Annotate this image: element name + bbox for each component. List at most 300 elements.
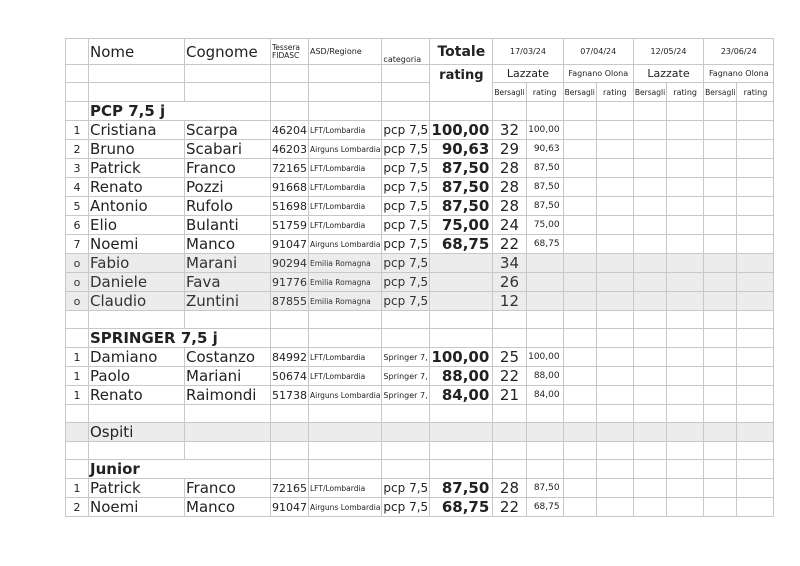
section-title: SPRINGER 7,5 j: [89, 329, 271, 348]
empty-cell: [633, 423, 666, 442]
table-row: [66, 254, 774, 273]
col-header-bersagli: Bersagli: [563, 83, 596, 102]
empty-cell: [667, 386, 704, 405]
empty-cell: [704, 498, 737, 517]
tessera-cell: 51759: [271, 216, 309, 235]
empty-cell: [563, 140, 596, 159]
spacer-row: [66, 405, 774, 423]
empty-cell: [185, 65, 271, 83]
empty-cell: [66, 311, 89, 329]
empty-cell: [526, 460, 563, 479]
categoria-cell: pcp 7,5: [382, 197, 430, 216]
empty-cell: [737, 178, 774, 197]
empty-cell: [563, 216, 596, 235]
empty-cell: [633, 311, 666, 329]
empty-cell: [563, 405, 596, 423]
empty-cell: [563, 423, 596, 442]
empty-cell: [596, 311, 633, 329]
empty-cell: [596, 405, 633, 423]
rating-cell: 68,75: [526, 498, 563, 517]
empty-cell: [382, 329, 430, 348]
cognome-cell: Fava: [185, 273, 271, 292]
tessera-cell: 46204: [271, 121, 309, 140]
empty-cell: [633, 329, 666, 348]
empty-cell: [737, 498, 774, 517]
rating-cell: 87,50: [526, 197, 563, 216]
nome-cell: Cristiana: [89, 121, 185, 140]
categoria-cell: pcp 7,5: [382, 140, 430, 159]
empty-cell: [633, 178, 666, 197]
section-title: Junior: [89, 460, 271, 479]
empty-cell: [382, 65, 430, 83]
empty-cell: [667, 235, 704, 254]
cognome-cell: Pozzi: [185, 178, 271, 197]
empty-cell: [704, 178, 737, 197]
empty-cell: [737, 405, 774, 423]
tessera-cell: 50674: [271, 367, 309, 386]
empty-cell: [704, 273, 737, 292]
corner-cell: [66, 39, 89, 65]
empty-cell: [704, 254, 737, 273]
nome-cell: Claudio: [89, 292, 185, 311]
table-row: [66, 197, 774, 216]
empty-cell: [382, 423, 430, 442]
table-row: [66, 273, 774, 292]
nome-cell: Renato: [89, 178, 185, 197]
rating-cell: 68,75: [526, 235, 563, 254]
empty-cell: [309, 65, 382, 83]
empty-cell: [667, 367, 704, 386]
nome-cell: Renato: [89, 386, 185, 405]
empty-cell: [271, 329, 309, 348]
empty-cell: [430, 423, 493, 442]
empty-cell: [704, 197, 737, 216]
empty-cell: [737, 235, 774, 254]
empty-cell: [596, 479, 633, 498]
empty-cell: [633, 254, 666, 273]
empty-cell: [704, 460, 737, 479]
asd-cell: LFT/Lombardia: [309, 348, 382, 367]
empty-cell: [66, 65, 89, 83]
position-cell: 3: [66, 159, 89, 178]
empty-cell: [667, 159, 704, 178]
categoria-cell: Springer 7,: [382, 367, 430, 386]
categoria-cell: pcp 7,5: [382, 216, 430, 235]
totale-cell: 90,63: [430, 140, 493, 159]
empty-cell: [737, 273, 774, 292]
empty-cell: [271, 460, 309, 479]
col-header-bersagli: Bersagli: [633, 83, 666, 102]
totale-cell: 87,50: [430, 197, 493, 216]
cognome-cell: Zuntini: [185, 292, 271, 311]
col-header-tessera: Tessera FIDASC: [271, 39, 309, 65]
empty-cell: [563, 442, 596, 460]
spacer-row: [66, 442, 774, 460]
empty-cell: [382, 405, 430, 423]
empty-cell: [667, 197, 704, 216]
tessera-cell: 91047: [271, 498, 309, 517]
empty-cell: [430, 460, 493, 479]
empty-cell: [89, 311, 185, 329]
empty-cell: [737, 197, 774, 216]
col-header-cognome: Cognome: [185, 39, 271, 65]
empty-cell: [563, 311, 596, 329]
cognome-cell: Franco: [185, 479, 271, 498]
cognome-cell: Mariani: [185, 367, 271, 386]
col-header-round-rating: rating: [526, 83, 563, 102]
tessera-cell: 91668: [271, 178, 309, 197]
bersagli-cell: 26: [493, 273, 526, 292]
empty-cell: [704, 121, 737, 140]
empty-cell: [633, 140, 666, 159]
empty-cell: [737, 479, 774, 498]
empty-cell: [596, 386, 633, 405]
empty-cell: [526, 102, 563, 121]
totale-cell: 75,00: [430, 216, 493, 235]
spacer-row: [66, 311, 774, 329]
totale-cell: 88,00: [430, 367, 493, 386]
empty-cell: [737, 292, 774, 311]
empty-cell: [704, 367, 737, 386]
section-pcp: [66, 102, 774, 121]
ospiti-row: [66, 423, 774, 442]
round-location-3: Lazzate: [633, 65, 703, 83]
totale-cell: 68,75: [430, 235, 493, 254]
empty-cell: [667, 460, 704, 479]
rating-cell: [526, 273, 563, 292]
bersagli-cell: 22: [493, 498, 526, 517]
empty-cell: [430, 311, 493, 329]
section-springer: [66, 329, 774, 348]
totale-cell: 87,50: [430, 178, 493, 197]
empty-cell: [737, 386, 774, 405]
empty-cell: [563, 498, 596, 517]
empty-cell: [430, 329, 493, 348]
tessera-cell: 90294: [271, 254, 309, 273]
empty-cell: [737, 121, 774, 140]
empty-cell: [563, 367, 596, 386]
empty-cell: [596, 423, 633, 442]
empty-cell: [185, 423, 271, 442]
totale-cell: 87,50: [430, 479, 493, 498]
cognome-cell: Scarpa: [185, 121, 271, 140]
bersagli-cell: 25: [493, 348, 526, 367]
position-cell: 5: [66, 197, 89, 216]
asd-cell: LFT/Lombardia: [309, 121, 382, 140]
empty-cell: [493, 423, 526, 442]
bersagli-cell: 34: [493, 254, 526, 273]
empty-cell: [633, 216, 666, 235]
empty-cell: [667, 292, 704, 311]
bersagli-cell: 12: [493, 292, 526, 311]
empty-cell: [596, 216, 633, 235]
cognome-cell: Raimondi: [185, 386, 271, 405]
empty-cell: [737, 460, 774, 479]
empty-cell: [271, 423, 309, 442]
empty-cell: [737, 254, 774, 273]
empty-cell: [309, 311, 382, 329]
table-row: [66, 159, 774, 178]
table-row: [66, 121, 774, 140]
empty-cell: [66, 442, 89, 460]
bersagli-cell: 32: [493, 121, 526, 140]
categoria-cell: Springer 7,: [382, 386, 430, 405]
empty-cell: [737, 140, 774, 159]
cognome-cell: Manco: [185, 498, 271, 517]
tessera-cell: 91776: [271, 273, 309, 292]
col-header-totale: Totale: [430, 39, 493, 65]
totale-cell: 84,00: [430, 386, 493, 405]
round-date-4: 23/06/24: [704, 39, 774, 65]
empty-cell: [596, 498, 633, 517]
empty-cell: [563, 121, 596, 140]
empty-cell: [526, 423, 563, 442]
empty-cell: [596, 254, 633, 273]
empty-cell: [563, 386, 596, 405]
empty-cell: [596, 102, 633, 121]
asd-cell: Airguns Lombardia: [309, 235, 382, 254]
empty-cell: [185, 442, 271, 460]
empty-cell: [66, 83, 89, 102]
bersagli-cell: 24: [493, 216, 526, 235]
empty-cell: [563, 102, 596, 121]
empty-cell: [737, 423, 774, 442]
position-cell: o: [66, 273, 89, 292]
empty-cell: [563, 479, 596, 498]
position-cell: o: [66, 254, 89, 273]
empty-cell: [704, 311, 737, 329]
round-date-3: 12/05/24: [633, 39, 703, 65]
empty-cell: [667, 216, 704, 235]
empty-cell: [704, 348, 737, 367]
table-row: [66, 216, 774, 235]
empty-cell: [309, 405, 382, 423]
categoria-cell: pcp 7,5: [382, 121, 430, 140]
empty-cell: [563, 329, 596, 348]
empty-cell: [667, 329, 704, 348]
categoria-cell: pcp 7,5: [382, 292, 430, 311]
bersagli-cell: 28: [493, 178, 526, 197]
nome-cell: Noemi: [89, 498, 185, 517]
totale-cell: 100,00: [430, 121, 493, 140]
bersagli-cell: 22: [493, 235, 526, 254]
empty-cell: [382, 460, 430, 479]
round-date-2: 07/04/24: [563, 39, 633, 65]
empty-cell: [596, 348, 633, 367]
col-header-rating: rating: [430, 65, 493, 102]
empty-cell: [526, 311, 563, 329]
rating-cell: 84,00: [526, 386, 563, 405]
nome-cell: Elio: [89, 216, 185, 235]
empty-cell: [493, 460, 526, 479]
empty-cell: [430, 405, 493, 423]
col-header-nome: Nome: [89, 39, 185, 65]
nome-cell: Fabio: [89, 254, 185, 273]
empty-cell: [89, 405, 185, 423]
cognome-cell: Bulanti: [185, 216, 271, 235]
table-row: [66, 140, 774, 159]
empty-cell: [89, 442, 185, 460]
empty-cell: [185, 311, 271, 329]
empty-cell: [667, 311, 704, 329]
empty-cell: [737, 367, 774, 386]
empty-cell: [563, 197, 596, 216]
empty-cell: [704, 386, 737, 405]
empty-cell: [633, 121, 666, 140]
categoria-cell: pcp 7,5: [382, 273, 430, 292]
table-row: [66, 367, 774, 386]
empty-cell: [596, 121, 633, 140]
empty-cell: [309, 442, 382, 460]
empty-cell: [737, 311, 774, 329]
empty-cell: [596, 178, 633, 197]
tessera-cell: 72165: [271, 159, 309, 178]
cognome-cell: Scabari: [185, 140, 271, 159]
col-header-round-rating: rating: [596, 83, 633, 102]
empty-cell: [563, 254, 596, 273]
empty-cell: [704, 329, 737, 348]
col-header-bersagli: Bersagli: [493, 83, 526, 102]
rating-cell: 87,50: [526, 159, 563, 178]
asd-cell: Emilia Romagna: [309, 254, 382, 273]
empty-cell: [563, 348, 596, 367]
empty-cell: [309, 83, 382, 102]
empty-cell: [493, 405, 526, 423]
round-date-1: 17/03/24: [493, 39, 563, 65]
empty-cell: [704, 216, 737, 235]
empty-cell: [633, 405, 666, 423]
empty-cell: [633, 292, 666, 311]
bersagli-cell: 28: [493, 197, 526, 216]
round-location-2: Fagnano Olona: [563, 65, 633, 83]
bersagli-cell: 28: [493, 479, 526, 498]
tessera-cell: 72165: [271, 479, 309, 498]
empty-cell: [382, 83, 430, 102]
position-cell: 1: [66, 121, 89, 140]
position-cell: 4: [66, 178, 89, 197]
empty-cell: [667, 273, 704, 292]
nome-cell: Paolo: [89, 367, 185, 386]
empty-cell: [563, 292, 596, 311]
empty-cell: [382, 311, 430, 329]
asd-cell: LFT/Lombardia: [309, 216, 382, 235]
position-cell: 1: [66, 386, 89, 405]
empty-cell: [596, 273, 633, 292]
results-sheet: [65, 38, 774, 517]
nome-cell: Bruno: [89, 140, 185, 159]
round-location-4: Fagnano Olona: [704, 65, 774, 83]
bersagli-cell: 21: [493, 386, 526, 405]
section-junior: [66, 460, 774, 479]
empty-cell: [633, 460, 666, 479]
nome-cell: Noemi: [89, 235, 185, 254]
empty-cell: [309, 460, 382, 479]
empty-cell: [667, 140, 704, 159]
empty-cell: [633, 367, 666, 386]
asd-cell: LFT/Lombardia: [309, 178, 382, 197]
tessera-cell: 51738: [271, 386, 309, 405]
empty-cell: [704, 479, 737, 498]
empty-cell: [271, 405, 309, 423]
ospiti-label: Ospiti: [89, 423, 185, 442]
empty-cell: [526, 405, 563, 423]
empty-cell: [596, 235, 633, 254]
empty-cell: [430, 442, 493, 460]
empty-cell: [667, 178, 704, 197]
empty-cell: [493, 329, 526, 348]
empty-cell: [633, 235, 666, 254]
table-row: [66, 479, 774, 498]
empty-cell: [704, 235, 737, 254]
tessera-cell: 46203: [271, 140, 309, 159]
cognome-cell: Marani: [185, 254, 271, 273]
rating-cell: [526, 292, 563, 311]
empty-cell: [526, 442, 563, 460]
empty-cell: [309, 423, 382, 442]
position-cell: 1: [66, 348, 89, 367]
nome-cell: Antonio: [89, 197, 185, 216]
col-header-round-rating: rating: [737, 83, 774, 102]
empty-cell: [633, 102, 666, 121]
totale-cell: 100,00: [430, 348, 493, 367]
empty-cell: [563, 273, 596, 292]
table-row: [66, 386, 774, 405]
empty-cell: [66, 423, 89, 442]
col-header-round-rating: rating: [667, 83, 704, 102]
asd-cell: LFT/Lombardia: [309, 197, 382, 216]
empty-cell: [271, 442, 309, 460]
empty-cell: [633, 348, 666, 367]
empty-cell: [667, 254, 704, 273]
empty-cell: [382, 102, 430, 121]
empty-cell: [66, 102, 89, 121]
categoria-cell: pcp 7,5: [382, 479, 430, 498]
empty-cell: [493, 311, 526, 329]
table-row: [66, 348, 774, 367]
empty-cell: [667, 405, 704, 423]
empty-cell: [309, 329, 382, 348]
nome-cell: Daniele: [89, 273, 185, 292]
empty-cell: [271, 65, 309, 83]
rating-cell: 100,00: [526, 121, 563, 140]
empty-cell: [271, 83, 309, 102]
table-row: [66, 292, 774, 311]
rating-cell: 90,63: [526, 140, 563, 159]
tessera-cell: 51698: [271, 197, 309, 216]
bersagli-cell: 28: [493, 159, 526, 178]
empty-cell: [66, 460, 89, 479]
empty-cell: [526, 329, 563, 348]
asd-cell: LFT/Lombardia: [309, 479, 382, 498]
asd-cell: Emilia Romagna: [309, 273, 382, 292]
empty-cell: [704, 140, 737, 159]
empty-cell: [596, 442, 633, 460]
empty-cell: [493, 442, 526, 460]
empty-cell: [596, 460, 633, 479]
empty-cell: [737, 216, 774, 235]
empty-cell: [185, 405, 271, 423]
nome-cell: Patrick: [89, 159, 185, 178]
categoria-cell: Springer 7,: [382, 348, 430, 367]
empty-cell: [704, 442, 737, 460]
empty-cell: [596, 367, 633, 386]
categoria-cell: pcp 7,5: [382, 254, 430, 273]
rating-cell: 87,50: [526, 479, 563, 498]
position-cell: 2: [66, 140, 89, 159]
tessera-cell: 87855: [271, 292, 309, 311]
empty-cell: [667, 348, 704, 367]
empty-cell: [633, 273, 666, 292]
